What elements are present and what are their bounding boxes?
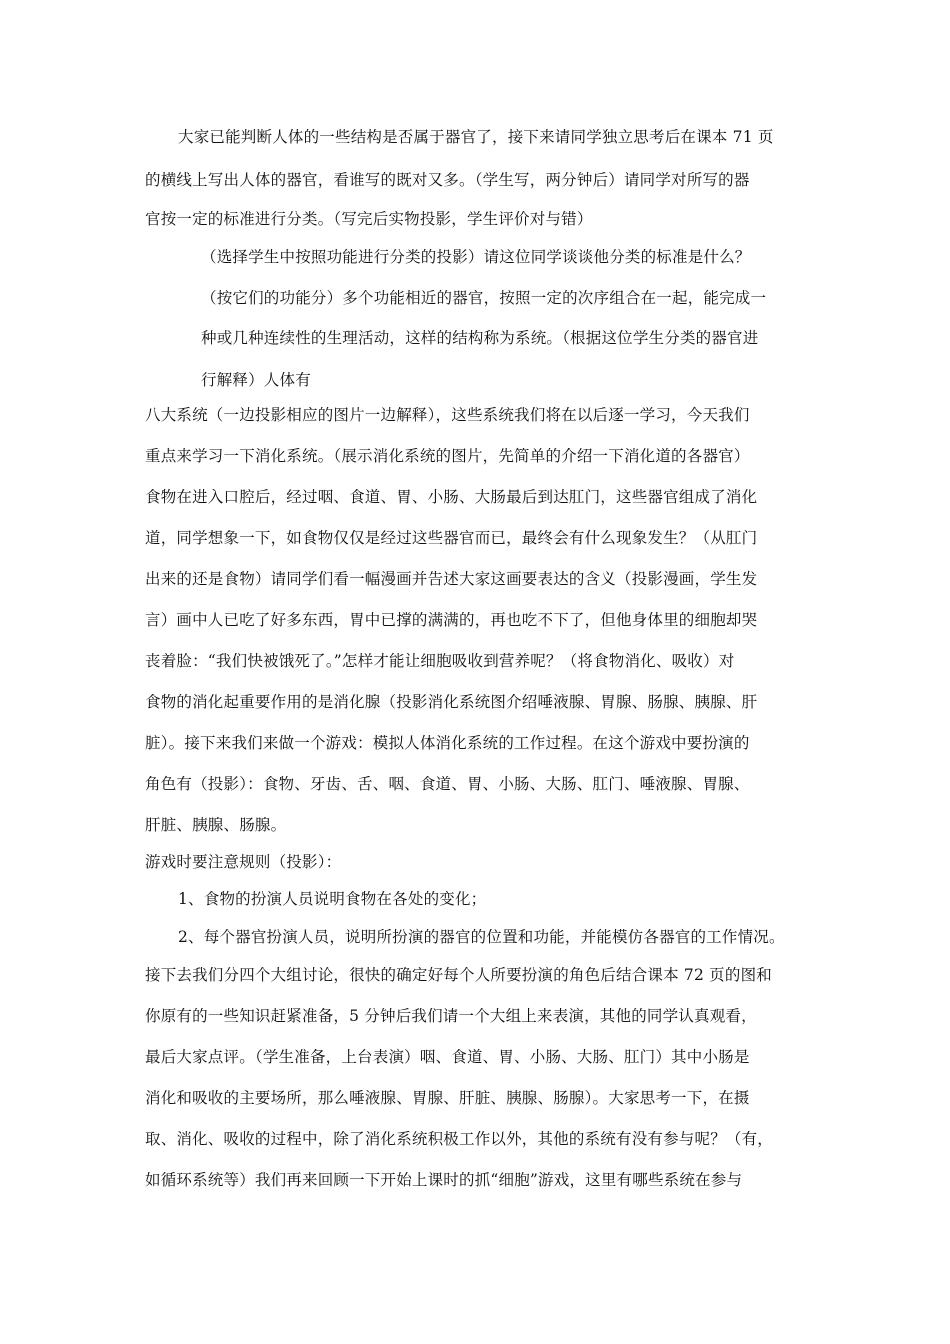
text-line: 如循环系统等）我们再来回顾一下开始上课时的抓“细胞”游戏，这里有哪些系统在参与 bbox=[145, 1171, 743, 1189]
text-line: 角色有（投影）：食物、牙齿、舌、咽、食道、胃、小肠、大肠、肛门、唾液腺、胃腺、 bbox=[145, 775, 750, 793]
text-line: 八大系统（一边投影相应的图片一边解释），这些系统我们将在以后逐一学习，今天我们 bbox=[145, 406, 750, 424]
text-line: 言）画中人已吃了好多东西，胃中已撑的满满的，再也吃不下了，但他身体里的细胞却哭 bbox=[145, 611, 758, 629]
text-line: 最后大家点评。（学生准备，上台表演）咽、食道、胃、小肠、大肠、肛门）其中小肠是 bbox=[145, 1048, 750, 1066]
text-line: 脏）。接下来我们来做一个游戏：模拟人体消化系统的工作过程。在这个游戏中要扮演的 bbox=[145, 734, 750, 752]
text-line: 行解释）人体有 bbox=[201, 371, 311, 389]
text-line: 消化和吸收的主要场所，那么唾液腺、胃腺、肝脏、胰腺、肠腺）。大家思考一下，在摄 bbox=[145, 1089, 750, 1107]
text-line: （选择学生中按照功能进行分类的投影）请这位同学谈谈他分类的标准是什么？ bbox=[201, 248, 751, 266]
text-line: 种或几种连续性的生理活动，这样的结构称为系统。（根据这位学生分类的器官进 bbox=[201, 329, 759, 347]
text-line: 肝脏、胰腺、肠腺。 bbox=[145, 816, 287, 834]
text-line: 你原有的一些知识赶紧准备，5 分钟后我们请一个大组上来表演，其他的同学认真观看， bbox=[145, 1007, 757, 1025]
text-line: 取、消化、吸收的过程中，除了消化系统积极工作以外，其他的系统有没有参与呢？（有， bbox=[145, 1130, 774, 1148]
text-line: 接下去我们分四个大组讨论，很快的确定好每个人所要扮演的角色后结合课本 72 页的图和 bbox=[145, 966, 772, 984]
text-line: 游戏时要注意规则（投影）： bbox=[145, 853, 342, 871]
text-line: 的横线上写出人体的器官，看谁写的既对又多。（学生写，两分钟后）请同学对所写的器 bbox=[145, 171, 750, 189]
text-line: 2、每个器官扮演人员，说明所扮演的器官的位置和功能，并能模仿各器官的工作情况。 bbox=[178, 928, 785, 946]
text-line: 官按一定的标准进行分类。（写完后实物投影，学生评价对与错） bbox=[145, 210, 593, 228]
text-line: 丧着脸：“我们快被饿死了。”怎样才能让细胞吸收到营养呢？（将食物消化、吸收）对 bbox=[145, 652, 735, 670]
text-line: 食物的消化起重要作用的是消化腺（投影消化系统图介绍唾液腺、胃腺、肠腺、胰腺、肝 bbox=[145, 693, 758, 711]
text-line: 大家已能判断人体的一些结构是否属于器官了，接下来请同学独立思考后在课本 71 页 bbox=[178, 128, 774, 146]
text-line: 道，同学想象一下，如食物仅仅是经过这些器官而已，最终会有什么现象发生？（从肛门 bbox=[145, 529, 758, 547]
text-line: 出来的还是食物）请同学们看一幅漫画并告述大家这画要表达的含义（投影漫画，学生发 bbox=[145, 570, 758, 588]
text-line: 重点来学习一下消化系统。（展示消化系统的图片，先简单的介绍一下消化道的各器官） bbox=[145, 447, 750, 465]
text-line: 1、食物的扮演人员说明食物在各处的变化； bbox=[178, 890, 487, 908]
text-line: 食物在进入口腔后，经过咽、食道、胃、小肠、大肠最后到达肛门，这些器官组成了消化 bbox=[145, 488, 758, 506]
text-line: （按它们的功能分）多个功能相近的器官，按照一定的次序组合在一起，能完成一 bbox=[201, 289, 767, 307]
